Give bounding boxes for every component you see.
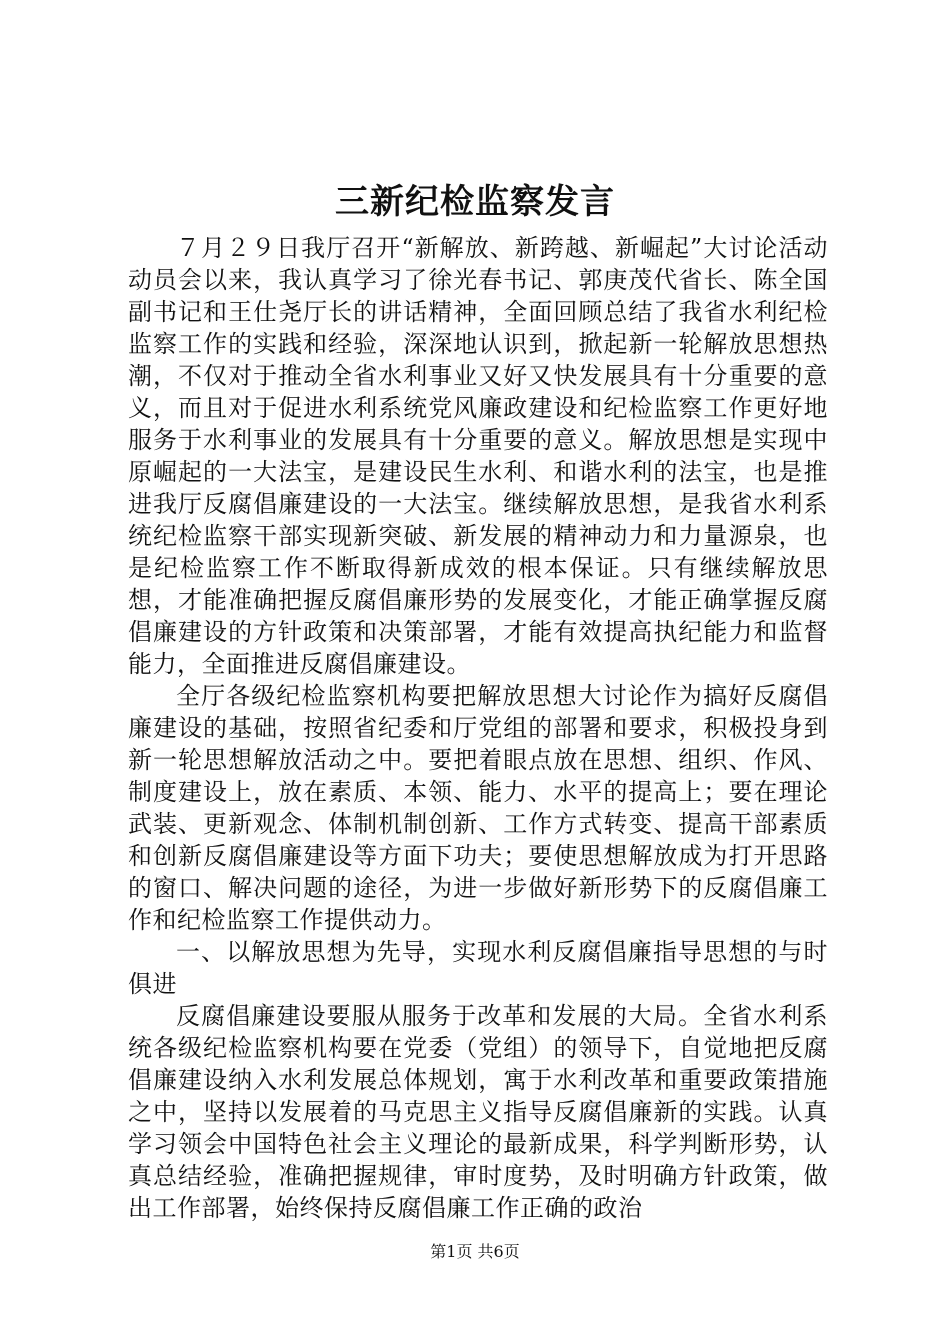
page-footer: 第1页 共6页 [430,1242,520,1261]
paragraph-2: 全厅各级纪检监察机构要把解放思想大讨论作为搞好反腐倡廉建设的基础，按照省纪委和厅党组的部署和要求，积极投身到新一轮思想解放活动之中。要把着眼点放在思想、组织、作风、制度建设上，放在素质、本领、能力、水平的提高上；要在理论武装、更新观念、体制机制创新、工作方式转变、提高干部素质和创新反腐倡廉建设等方面下功夫；要使思想解放成为打开思路的窗口、解决问题的途径，为进一步做好新形势下的反腐倡廉工作和纪检监察工作提供动力。 [128,682,828,934]
paragraph-3: 反腐倡廉建设要服从服务于改革和发展的大局。全省水利系统各级纪检监察机构要在党委（党组）的领导下，自觉地把反腐倡廉建设纳入水利发展总体规划，寓于水利改革和重要政策措施之中，坚持以发展着的马克思主义指导反腐倡廉新的实践。认真学习领会中国特色社会主义理论的最新成果，科学判断形势，认真总结经验，准确把握规律，审时度势，及时明确方针政策，做出工作部署，始终保持反腐倡廉工作正确的政治 [128,1002,828,1222]
document-title: 三新纪检监察发言 [335,182,615,222]
paragraph-1: ７月２９日我厅召开“新解放、新跨越、新崛起”大讨论活动动员会以来，我认真学习了徐光春书记、郭庚茂代省长、陈全国副书记和王仕尧厅长的讲话精神，全面回顾总结了我省水利纪检监察工作的实践和经验，深深地认识到，掀起新一轮解放思想热潮，不仅对于推动全省水利事业又好又快发展具有十分重要的意义，而且对于促进水利系统党风廉政建设和纪检监察工作更好地服务于水利事业的发展具有十分重要的意义。解放思想是实现中原崛起的一大法宝，是建设民生水利、和谐水利的法宝，也是推进我厅反腐倡廉建设的一大法宝。继续解放思想，是我省水利系统纪检监察干部实现新突破、新发展的精神动力和力量源泉，也是纪检监察工作不断取得新成效的根本保证。只有继续解放思想，才能准确把握反腐倡廉形势的发展变化，才能正确掌握反腐倡廉建设的方针政策和决策部署，才能有效提高执纪能力和监督能力，全面推进反腐倡廉建设。 [128,234,828,678]
section-heading-1: 一、以解放思想为先导，实现水利反腐倡廉指导思想的与时俱进 [128,938,828,998]
document-body [128,232,828,1224]
